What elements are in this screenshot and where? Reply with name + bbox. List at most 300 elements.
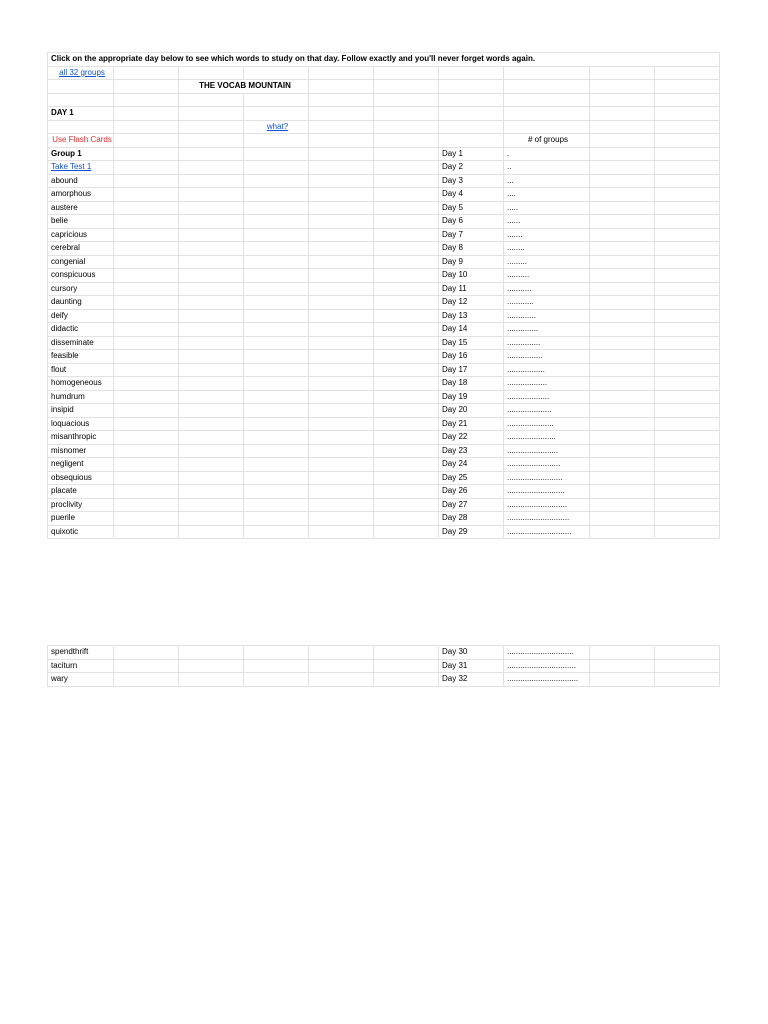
empty-cell — [114, 188, 179, 202]
empty-cell — [590, 377, 655, 391]
day-cell[interactable]: Day 23 — [439, 444, 504, 458]
empty-cell — [655, 336, 720, 350]
dots-cell: ............ — [504, 296, 590, 310]
day-cell[interactable]: Day 16 — [439, 350, 504, 364]
empty-cell — [244, 188, 309, 202]
vocab-word: obsequious — [48, 471, 114, 485]
day-cell[interactable]: Day 18 — [439, 377, 504, 391]
empty-cell — [179, 673, 244, 687]
empty-cell — [309, 471, 374, 485]
empty-cell — [114, 309, 179, 323]
dots-cell: .......... — [504, 269, 590, 283]
dots-cell: .............................. — [504, 646, 590, 660]
dots-cell: .................... — [504, 404, 590, 418]
empty-cell — [114, 673, 179, 687]
empty-cell — [374, 673, 439, 687]
empty-cell — [309, 659, 374, 673]
dots-cell: ...... — [504, 215, 590, 229]
vocab-word: misnomer — [48, 444, 114, 458]
empty-cell — [309, 525, 374, 539]
empty-cell — [179, 323, 244, 337]
empty-cell — [114, 512, 179, 526]
empty-cell — [244, 363, 309, 377]
empty-cell — [655, 242, 720, 256]
day-cell[interactable]: Day 4 — [439, 188, 504, 202]
empty-cell — [590, 458, 655, 472]
empty-cell — [374, 228, 439, 242]
group-row — [48, 147, 720, 161]
empty-cell — [374, 525, 439, 539]
empty-cell — [244, 323, 309, 337]
empty-cell — [244, 350, 309, 364]
empty-cell — [374, 417, 439, 431]
vocab-word: humdrum — [48, 390, 114, 404]
empty-cell — [655, 323, 720, 337]
empty-cell — [114, 471, 179, 485]
empty-cell — [114, 282, 179, 296]
instructions-row — [48, 53, 720, 67]
empty-cell — [309, 390, 374, 404]
dots-cell: ............................... — [504, 659, 590, 673]
dots-cell: ................ — [504, 350, 590, 364]
empty-cell — [179, 404, 244, 418]
empty-cell — [655, 350, 720, 364]
empty-cell — [244, 161, 309, 175]
word-row — [48, 336, 720, 350]
dots-cell: ............................ — [504, 512, 590, 526]
empty-cell — [309, 201, 374, 215]
day-cell[interactable]: Day 12 — [439, 296, 504, 310]
dots-cell: ............... — [504, 336, 590, 350]
empty-cell — [244, 269, 309, 283]
empty-cell — [309, 215, 374, 229]
empty-cell — [179, 444, 244, 458]
empty-cell — [590, 269, 655, 283]
empty-cell — [309, 228, 374, 242]
empty-cell — [179, 458, 244, 472]
word-row — [48, 296, 720, 310]
day-cell[interactable]: Day 6 — [439, 215, 504, 229]
empty-cell — [179, 350, 244, 364]
empty-cell — [374, 471, 439, 485]
empty-cell — [244, 471, 309, 485]
empty-cell — [114, 417, 179, 431]
vocab-word: taciturn — [48, 659, 114, 673]
empty-cell — [309, 174, 374, 188]
empty-cell — [655, 296, 720, 310]
empty-cell — [590, 255, 655, 269]
day-cell[interactable]: Day 17 — [439, 363, 504, 377]
empty-cell — [114, 458, 179, 472]
empty-cell — [179, 309, 244, 323]
vocab-sheet-bottom — [47, 645, 720, 687]
empty-cell — [179, 228, 244, 242]
empty-cell — [374, 336, 439, 350]
empty-cell — [114, 255, 179, 269]
empty-cell — [309, 431, 374, 445]
empty-cell — [309, 458, 374, 472]
empty-cell — [309, 377, 374, 391]
empty-cell — [590, 296, 655, 310]
empty-cell — [655, 498, 720, 512]
empty-cell — [309, 255, 374, 269]
empty-cell — [179, 201, 244, 215]
empty-cell — [114, 444, 179, 458]
dots-cell: ............................. — [504, 525, 590, 539]
dots-cell: ........................ — [504, 458, 590, 472]
what-row — [48, 120, 720, 134]
title-row — [48, 80, 720, 94]
empty-cell — [590, 309, 655, 323]
day-cell[interactable]: Day 14 — [439, 323, 504, 337]
vocab-word: quixotic — [48, 525, 114, 539]
empty-cell — [309, 404, 374, 418]
vocab-word: daunting — [48, 296, 114, 310]
empty-cell — [655, 659, 720, 673]
empty-cell — [179, 485, 244, 499]
vocab-word: austere — [48, 201, 114, 215]
empty-cell — [244, 673, 309, 687]
word-row — [48, 646, 720, 660]
empty-cell — [114, 161, 179, 175]
day-cell[interactable]: Day 22 — [439, 431, 504, 445]
empty-cell — [590, 444, 655, 458]
empty-cell — [114, 659, 179, 673]
empty-cell — [374, 161, 439, 175]
empty-cell — [655, 269, 720, 283]
empty-cell — [655, 458, 720, 472]
day-cell[interactable]: Day 11 — [439, 282, 504, 296]
dots-cell: .................. — [504, 377, 590, 391]
vocab-word: disseminate — [48, 336, 114, 350]
empty-cell — [374, 444, 439, 458]
word-row — [48, 498, 720, 512]
day-cell[interactable]: Day 5 — [439, 201, 504, 215]
vocab-word: belie — [48, 215, 114, 229]
empty-cell — [244, 646, 309, 660]
empty-cell — [655, 201, 720, 215]
empty-cell — [374, 485, 439, 499]
word-row — [48, 350, 720, 364]
empty-cell — [374, 377, 439, 391]
empty-cell — [179, 255, 244, 269]
dots-cell: ........................... — [504, 498, 590, 512]
word-row — [48, 242, 720, 256]
empty-cell — [244, 498, 309, 512]
vocab-word: loquacious — [48, 417, 114, 431]
empty-cell — [590, 282, 655, 296]
word-row — [48, 174, 720, 188]
empty-cell — [655, 174, 720, 188]
empty-cell — [590, 417, 655, 431]
word-row — [48, 323, 720, 337]
all-groups-link[interactable] — [48, 66, 114, 80]
empty-cell — [374, 282, 439, 296]
day-cell[interactable]: Day 30 — [439, 646, 504, 660]
empty-cell — [374, 242, 439, 256]
day-label-row — [48, 107, 720, 121]
empty-cell — [114, 296, 179, 310]
day-cell[interactable]: Day 3 — [439, 174, 504, 188]
flash-cards-row — [48, 134, 720, 148]
day-cell[interactable]: Day 28 — [439, 512, 504, 526]
empty-cell — [244, 296, 309, 310]
day-cell[interactable]: Day 13 — [439, 309, 504, 323]
empty-cell — [244, 228, 309, 242]
day-cell[interactable]: Day 15 — [439, 336, 504, 350]
day-cell[interactable]: Day 2 — [439, 161, 504, 175]
day-cell[interactable]: Day 7 — [439, 228, 504, 242]
dots-cell: .. — [504, 161, 590, 175]
vocab-word: capricious — [48, 228, 114, 242]
empty-cell — [114, 215, 179, 229]
dots-cell: ............. — [504, 309, 590, 323]
empty-cell — [655, 188, 720, 202]
empty-cell — [244, 242, 309, 256]
empty-cell — [179, 498, 244, 512]
empty-cell — [374, 458, 439, 472]
empty-cell — [590, 512, 655, 526]
empty-cell — [114, 498, 179, 512]
empty-cell — [114, 174, 179, 188]
empty-cell — [114, 431, 179, 445]
empty-cell — [179, 161, 244, 175]
empty-cell — [374, 363, 439, 377]
empty-cell — [309, 444, 374, 458]
empty-cell — [655, 215, 720, 229]
empty-cell — [179, 377, 244, 391]
day-cell[interactable]: Day 31 — [439, 659, 504, 673]
empty-cell — [590, 188, 655, 202]
empty-cell — [374, 296, 439, 310]
word-row — [48, 255, 720, 269]
empty-cell — [374, 659, 439, 673]
empty-cell — [114, 363, 179, 377]
empty-cell — [590, 431, 655, 445]
empty-cell — [374, 646, 439, 660]
vocab-word: deify — [48, 309, 114, 323]
empty-cell — [309, 646, 374, 660]
empty-cell — [309, 242, 374, 256]
empty-cell — [244, 525, 309, 539]
vocab-word: homogeneous — [48, 377, 114, 391]
empty-cell — [114, 485, 179, 499]
empty-cell — [244, 458, 309, 472]
empty-cell — [590, 350, 655, 364]
empty-cell — [655, 417, 720, 431]
empty-cell — [244, 390, 309, 404]
empty-cell — [309, 282, 374, 296]
empty-cell — [179, 282, 244, 296]
word-row — [48, 525, 720, 539]
day-cell[interactable]: Day 19 — [439, 390, 504, 404]
instructions-text: Click on the appropriate day below to see which words to study on that day. Follow exactly and you'll never forget words again. — [48, 53, 720, 67]
vocab-word: wary — [48, 673, 114, 687]
empty-cell — [374, 269, 439, 283]
dots-cell: .... — [504, 188, 590, 202]
vocab-word: conspicuous — [48, 269, 114, 283]
empty-cell — [244, 417, 309, 431]
what-link-text[interactable]: what? — [266, 121, 289, 131]
dots-cell: ..... — [504, 201, 590, 215]
vocab-word: amorphous — [48, 188, 114, 202]
dots-cell: ...................... — [504, 431, 590, 445]
empty-cell — [655, 485, 720, 499]
empty-cell — [374, 431, 439, 445]
empty-cell — [309, 350, 374, 364]
day-label: DAY 1 — [48, 107, 114, 121]
empty-cell — [590, 485, 655, 499]
all-groups-link-text[interactable]: all 32 groups — [59, 67, 105, 77]
empty-cell — [244, 485, 309, 499]
empty-cell — [590, 471, 655, 485]
groups-header: # of groups — [504, 134, 590, 148]
empty-cell — [309, 161, 374, 175]
word-row — [48, 269, 720, 283]
dots-cell: .............. — [504, 323, 590, 337]
empty-cell — [114, 646, 179, 660]
word-row — [48, 458, 720, 472]
dots-cell: . — [504, 147, 590, 161]
word-row — [48, 673, 720, 687]
empty-cell — [114, 228, 179, 242]
empty-cell — [244, 444, 309, 458]
empty-cell — [179, 525, 244, 539]
empty-cell — [590, 390, 655, 404]
empty-cell — [374, 188, 439, 202]
empty-cell — [114, 242, 179, 256]
empty-cell — [114, 377, 179, 391]
empty-cell — [590, 646, 655, 660]
word-row — [48, 188, 720, 202]
empty-cell — [179, 174, 244, 188]
vocab-word: insipid — [48, 404, 114, 418]
vocab-word: cerebral — [48, 242, 114, 256]
take-test-link[interactable]: Take Test 1 — [51, 162, 92, 172]
empty-cell — [114, 525, 179, 539]
vocab-word: spendthrift — [48, 646, 114, 660]
dots-cell: ....... — [504, 228, 590, 242]
word-row — [48, 201, 720, 215]
dots-cell: ......... — [504, 255, 590, 269]
empty-cell — [179, 363, 244, 377]
day-cell[interactable]: Day 24 — [439, 458, 504, 472]
day-cell[interactable]: Day 25 — [439, 471, 504, 485]
day-cell[interactable]: Day 9 — [439, 255, 504, 269]
empty-cell — [114, 269, 179, 283]
vocab-word: proclivity — [48, 498, 114, 512]
day-cell[interactable]: Day 20 — [439, 404, 504, 418]
empty-cell — [114, 350, 179, 364]
empty-cell — [590, 215, 655, 229]
word-row — [48, 309, 720, 323]
empty-cell — [590, 228, 655, 242]
day-cell[interactable]: Day 21 — [439, 417, 504, 431]
empty-cell — [655, 363, 720, 377]
word-row — [48, 215, 720, 229]
empty-cell — [374, 498, 439, 512]
empty-cell — [655, 377, 720, 391]
empty-cell — [309, 269, 374, 283]
day-cell[interactable]: Day 32 — [439, 673, 504, 687]
empty-cell — [244, 404, 309, 418]
word-row — [48, 282, 720, 296]
vocab-word: misanthropic — [48, 431, 114, 445]
empty-cell — [114, 390, 179, 404]
vocab-word: cursory — [48, 282, 114, 296]
day-cell[interactable]: Day 26 — [439, 485, 504, 499]
empty-cell — [655, 431, 720, 445]
empty-cell — [179, 296, 244, 310]
empty-cell — [590, 659, 655, 673]
blank-row — [48, 93, 720, 107]
empty-cell — [590, 363, 655, 377]
dots-cell: ................. — [504, 363, 590, 377]
what-link[interactable] — [244, 120, 309, 134]
day-cell[interactable]: Day 27 — [439, 498, 504, 512]
empty-cell — [179, 188, 244, 202]
day-cell[interactable]: Day 10 — [439, 269, 504, 283]
empty-cell — [179, 431, 244, 445]
word-row — [48, 512, 720, 526]
day-cell[interactable]: Day 8 — [439, 242, 504, 256]
dots-cell: .......................... — [504, 485, 590, 499]
take-test-cell[interactable] — [48, 161, 114, 175]
dots-cell: ........... — [504, 282, 590, 296]
empty-cell — [114, 404, 179, 418]
empty-cell — [114, 201, 179, 215]
word-row — [48, 659, 720, 673]
empty-cell — [655, 444, 720, 458]
empty-cell — [655, 161, 720, 175]
empty-cell — [374, 309, 439, 323]
dots-cell: ................... — [504, 390, 590, 404]
empty-cell — [590, 161, 655, 175]
word-row — [48, 485, 720, 499]
day-cell[interactable]: Day 29 — [439, 525, 504, 539]
day-cell[interactable]: Day 1 — [439, 147, 504, 161]
empty-cell — [244, 174, 309, 188]
empty-cell — [590, 404, 655, 418]
empty-cell — [179, 269, 244, 283]
dots-cell: ......................... — [504, 471, 590, 485]
all-groups-row — [48, 66, 720, 80]
empty-cell — [244, 431, 309, 445]
empty-cell — [655, 471, 720, 485]
empty-cell — [374, 215, 439, 229]
group-label: Group 1 — [48, 147, 114, 161]
page-title: THE VOCAB MOUNTAIN — [179, 80, 309, 94]
vocab-word: negligent — [48, 458, 114, 472]
empty-cell — [179, 336, 244, 350]
empty-cell — [590, 498, 655, 512]
empty-cell — [374, 390, 439, 404]
vocab-word: puerile — [48, 512, 114, 526]
empty-cell — [114, 336, 179, 350]
word-row — [48, 417, 720, 431]
dots-cell: ... — [504, 174, 590, 188]
vocab-word: placate — [48, 485, 114, 499]
empty-cell — [244, 201, 309, 215]
dots-cell: ..................... — [504, 417, 590, 431]
word-row — [48, 228, 720, 242]
empty-cell — [309, 512, 374, 526]
empty-cell — [179, 512, 244, 526]
empty-cell — [114, 323, 179, 337]
empty-cell — [244, 377, 309, 391]
empty-cell — [590, 336, 655, 350]
vocab-word: abound — [48, 174, 114, 188]
